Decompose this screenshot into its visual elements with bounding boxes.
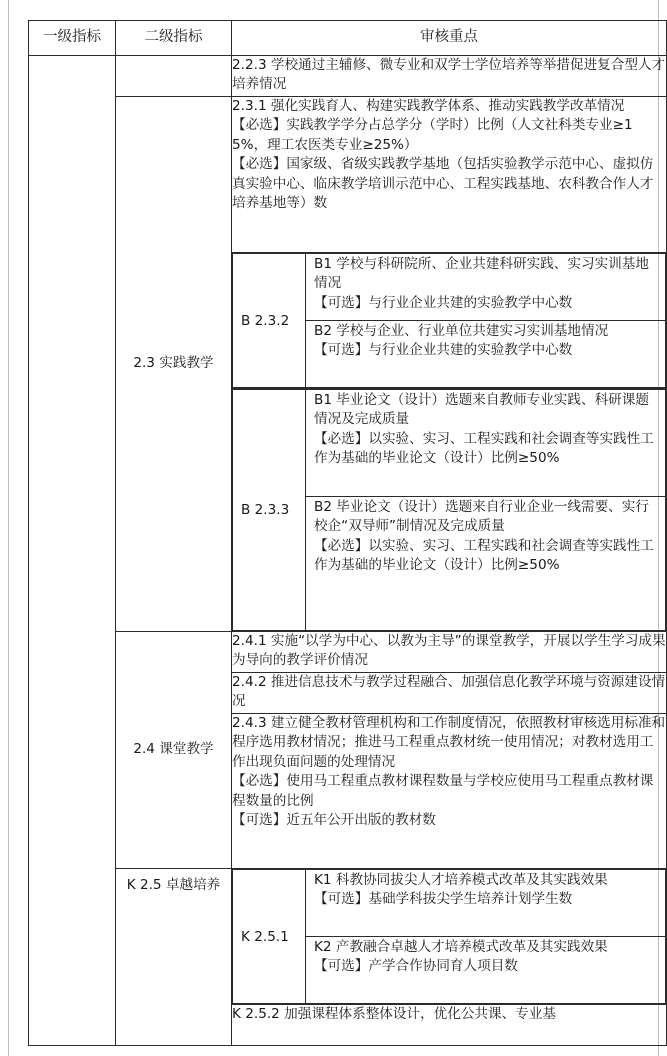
item-2-3-1	[232, 97, 667, 253]
item-b-2-3-3	[232, 389, 667, 632]
sub-item-k1	[306, 870, 665, 936]
header-col1: 一级指标	[29, 21, 116, 56]
table-row	[29, 97, 667, 253]
item-2-4-3-required: 【必选】使用马工程重点教材课程数量与学校应使用马工程重点教材课程数量的比例	[232, 773, 654, 809]
code-b-2-3-2: B 2.3.2	[233, 254, 306, 388]
item-2-4-2: 2.4.2 推进信息技术与教学过程融合、加强信息化教学环境与资源建设情况	[232, 673, 667, 714]
table-row	[29, 56, 667, 97]
table-row	[29, 869, 667, 1005]
item-2-3-1-required-1: 【必选】实践教学学分占总学分（学时）比例（人文社科类专业≥15%，理工农医类专业≥25%）	[232, 117, 633, 153]
sub-item-optional: 【可选】与行业企业共建的实验教学中心数	[314, 342, 573, 359]
item-k-2-5-1	[232, 869, 667, 1005]
item-2-4-3-optional: 【可选】近五年公开出版的教材数	[232, 812, 436, 829]
level2-2-4: 2.4 课堂教学	[116, 632, 232, 869]
item-2-4-1: 2.4.1 实施“以学为中心、以教为主导”的课堂教学，开展以学生学习成果为导向的教学评价情况	[232, 632, 667, 673]
sub-item-required: 【必选】以实验、实习、工程实践和社会调查等实践性工作为基础的毕业论文（设计）比例≥50%	[314, 537, 654, 574]
sub-item-optional: 【可选】产学合作协同育人项目数	[314, 958, 518, 975]
sub-item-text: B2 毕业论文（设计）选题来自行业企业一线需要、实行校企“双导师”制情况及完成质量	[314, 499, 649, 535]
sub-item-text: K1 科教协同拔尖人才培养模式改革及其实践效果	[314, 872, 608, 888]
item-2-4-3	[232, 714, 667, 869]
item-2-3-1-title: 2.3.1 强化实践育人、构建实践教学体系、推动实践教学改革情况	[232, 98, 625, 114]
sub-item-optional: 【可选】基础学科拔尖学生培养计划学生数	[314, 891, 573, 908]
sub-item-b1	[306, 254, 665, 320]
level2-k-2-5-label: K 2.5 卓越培养	[126, 877, 221, 893]
audit-table	[28, 20, 667, 1046]
item-2-3-1-required-2: 【必选】国家级、省级实践教学基地（包括实验教学示范中心、虚拟仿真实验中心、临床教学培训示范中心、工程实践基地、农科教合作人才培养基地等）数	[232, 156, 654, 212]
item-k-2-5-2: K 2.5.2 加强课程体系整体设计，优化公共课、专业基	[232, 1005, 667, 1046]
sub-item-text: K2 产教融合卓越人才培养模式改革及其实践效果	[314, 939, 608, 955]
item-2-2-3: 2.2.3 学校通过主辅修、微专业和双学士学位培养等举措促进复合型人才培养情况	[232, 56, 667, 97]
table-row	[29, 632, 667, 673]
sub-item-b2	[306, 320, 665, 387]
item-b-2-3-2	[232, 253, 667, 389]
sub-item-required: 【必选】以实验、实习、工程实践和社会调查等实践性工作为基础的毕业论文（设计）比例≥50%	[314, 430, 654, 467]
level2-cell	[116, 56, 232, 97]
sub-item-optional: 【可选】与行业企业共建的实验教学中心数	[314, 294, 573, 311]
item-2-4-3-title: 2.4.3 建立健全教材管理机构和工作制度情况，依照教材审核选用标准和程序选用教材情况；推进马工程重点教材统一使用情况；对教材选用工作出现负面问题的处理情况	[232, 715, 666, 770]
sub-item-b1	[306, 390, 665, 496]
sub-item-text: B2 学校与企业、行业单位共建实习实训基地情况	[314, 323, 609, 339]
sub-items	[306, 390, 666, 631]
level2-2-3: 2.3 实践教学	[116, 97, 232, 632]
sub-item-k2	[306, 936, 665, 1003]
header-col2: 二级指标	[116, 21, 232, 56]
sub-table	[232, 253, 666, 388]
level2-k-2-5	[116, 869, 232, 1046]
code-b-2-3-3: B 2.3.3	[233, 390, 306, 631]
sub-items	[306, 870, 666, 1004]
page-edge-left	[8, 0, 9, 1056]
sub-item-text: B1 毕业论文（设计）选题来自教师专业实践、科研课题情况及完成质量	[314, 392, 649, 428]
code-k-2-5-1: K 2.5.1	[233, 870, 306, 1004]
header-row	[29, 21, 667, 56]
page-bottom-cutoff	[28, 1048, 658, 1056]
header-col3: 审核重点	[232, 21, 667, 56]
level1-cell	[29, 56, 116, 1046]
sub-item-b2	[306, 496, 665, 625]
sub-item-text: B1 学校与科研院所、企业共建科研实践、实习实训基地情况	[314, 256, 649, 292]
sub-items	[306, 254, 666, 388]
sub-table	[232, 389, 666, 631]
sub-table	[232, 869, 666, 1004]
